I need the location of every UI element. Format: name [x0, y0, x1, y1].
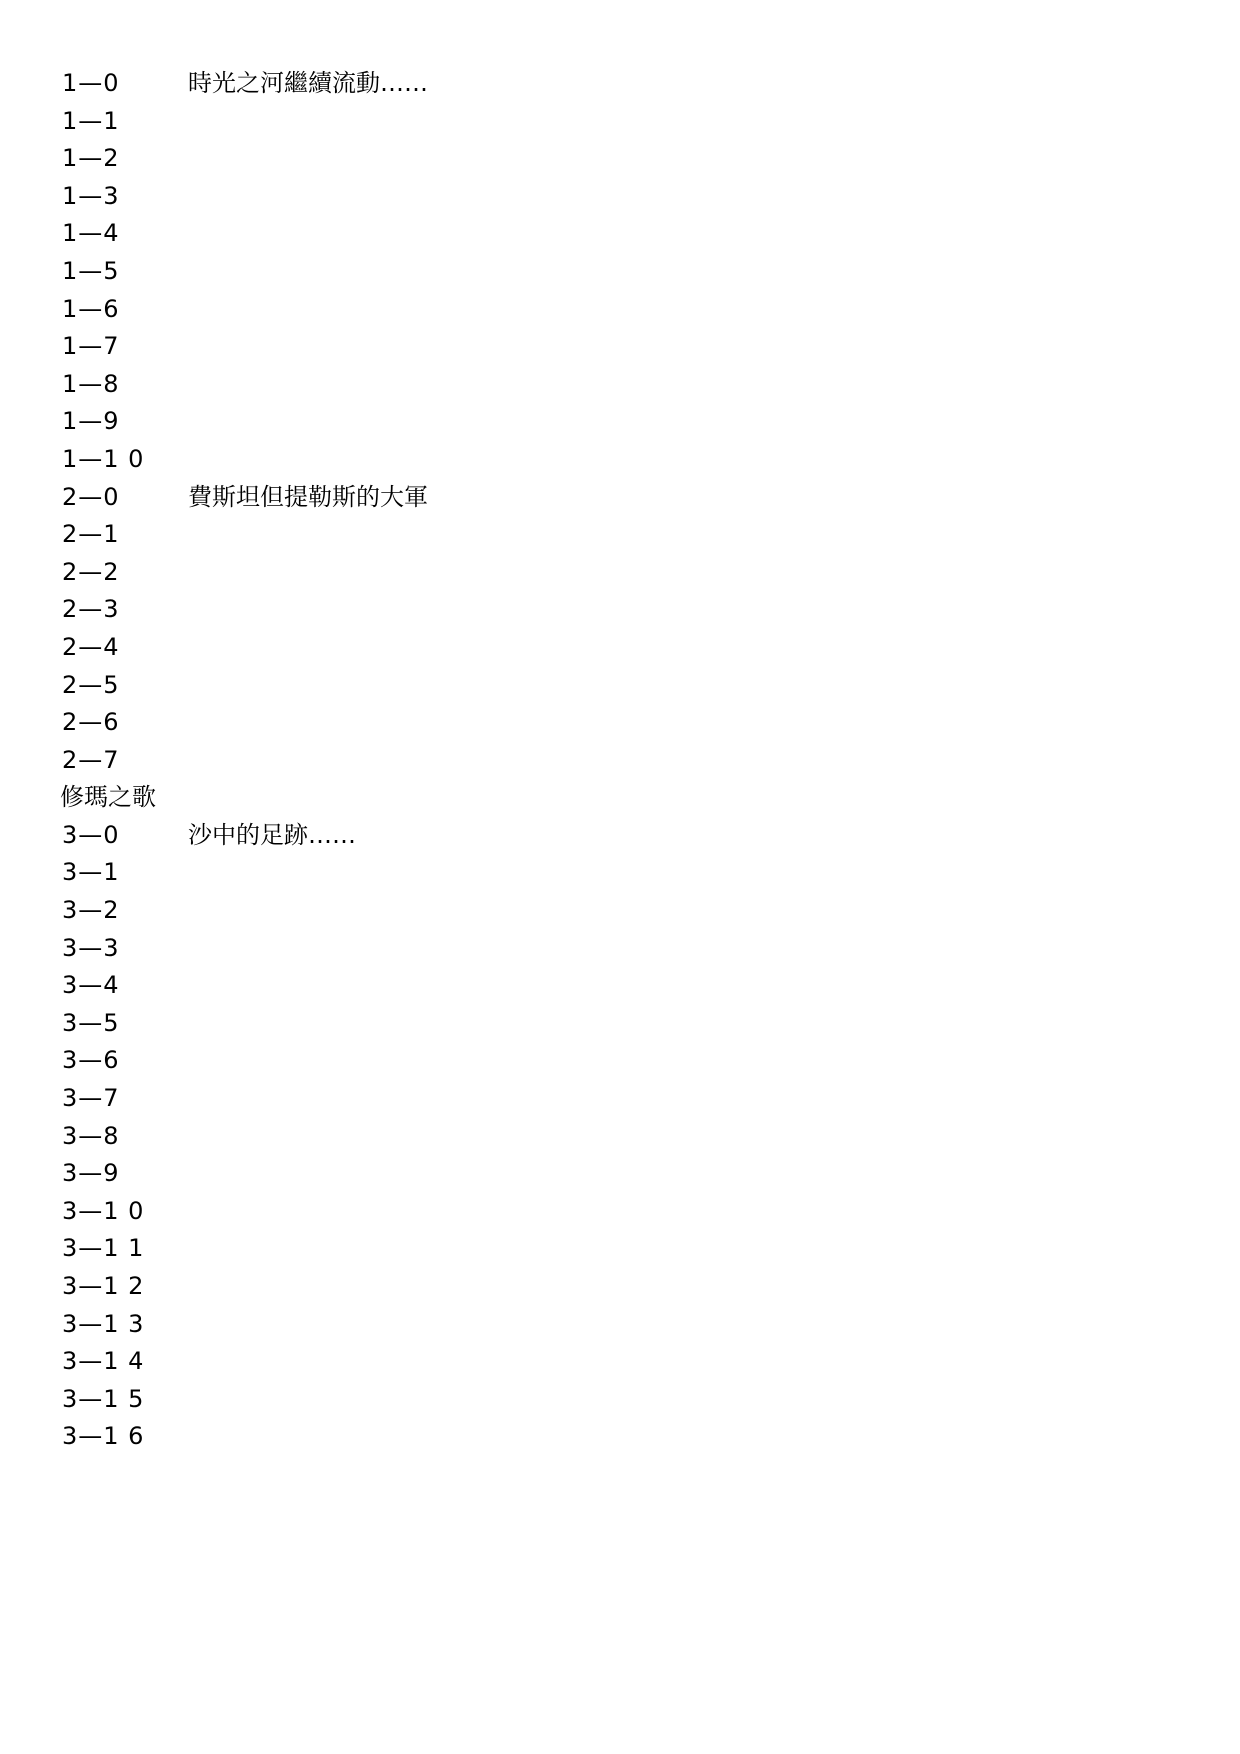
toc-entry — [62, 1042, 428, 1080]
chapter-number: 3—9 — [62, 1159, 120, 1188]
chapter-number: 1—1 0 — [62, 444, 145, 473]
toc-entry — [62, 667, 428, 705]
toc-entry — [62, 291, 428, 329]
toc-entry — [62, 967, 428, 1005]
toc-entry — [62, 1155, 428, 1193]
chapter-number: 2—0 — [62, 482, 120, 511]
toc-entry — [62, 479, 428, 517]
toc-entry — [62, 253, 428, 291]
chapter-number: 3—1 4 — [62, 1347, 145, 1376]
chapter-number: 3—1 — [62, 858, 120, 887]
chapter-number: 1—7 — [62, 332, 120, 361]
chapter-number: 3—6 — [62, 1046, 120, 1075]
toc-entry — [62, 930, 428, 968]
chapter-title: 費斯坦但提勒斯的大軍 — [188, 482, 428, 511]
toc-entry — [62, 629, 428, 667]
chapter-number: 2—4 — [62, 632, 120, 661]
toc-entry — [62, 554, 428, 592]
chapter-number: 3—5 — [62, 1008, 120, 1037]
toc-entry — [62, 591, 428, 629]
chapter-number: 2—5 — [62, 670, 120, 699]
chapter-number: 1—0 — [62, 69, 120, 97]
toc-entry — [62, 366, 428, 404]
chapter-number: 2—2 — [62, 557, 120, 586]
table-of-contents — [62, 65, 428, 1456]
toc-entry — [62, 742, 428, 780]
chapter-number: 3—1 6 — [62, 1422, 145, 1451]
toc-entry — [62, 1118, 428, 1156]
toc-entry — [62, 1193, 428, 1231]
toc-entry — [62, 140, 428, 178]
chapter-number: 2—1 — [62, 520, 120, 549]
chapter-number: 1—9 — [62, 407, 120, 436]
chapter-number: 2—3 — [62, 595, 120, 624]
toc-entry — [62, 103, 428, 141]
chapter-number: 1—6 — [62, 294, 120, 323]
chapter-number: 3—2 — [62, 896, 120, 925]
toc-entry — [62, 1418, 428, 1456]
toc-entry — [62, 328, 428, 366]
chapter-number: 2—6 — [62, 708, 120, 737]
toc-entry — [62, 1381, 428, 1419]
toc-entry — [62, 1005, 428, 1043]
chapter-number: 2—7 — [62, 745, 120, 774]
toc-entry — [62, 1343, 428, 1381]
chapter-number: 1—2 — [62, 144, 120, 173]
toc-entry — [62, 65, 428, 103]
toc-entry — [62, 215, 428, 253]
chapter-number: 1—5 — [62, 256, 120, 285]
toc-entry — [62, 1080, 428, 1118]
toc-entry — [62, 1306, 428, 1344]
chapter-number: 1—4 — [62, 219, 120, 248]
section-heading-text: 修瑪之歌 — [60, 783, 156, 812]
chapter-number: 3—3 — [62, 933, 120, 962]
chapter-number: 3—1 1 — [62, 1234, 145, 1263]
toc-entry — [62, 1268, 428, 1306]
toc-section-heading — [62, 779, 428, 817]
toc-entry — [62, 704, 428, 742]
chapter-number: 3—1 5 — [62, 1384, 145, 1413]
chapter-number: 1—3 — [62, 181, 120, 210]
chapter-number: 3—4 — [62, 971, 120, 1000]
chapter-title: 時光之河繼續流動…… — [188, 69, 428, 97]
chapter-number: 3—8 — [62, 1121, 120, 1150]
toc-entry — [62, 178, 428, 216]
toc-entry — [62, 817, 428, 855]
chapter-number: 3—7 — [62, 1084, 120, 1113]
chapter-number: 1—8 — [62, 369, 120, 398]
chapter-title: 沙中的足跡…… — [188, 820, 356, 849]
chapter-number: 1—1 — [62, 106, 120, 135]
chapter-number: 3—1 3 — [62, 1309, 145, 1338]
toc-entry — [62, 516, 428, 554]
toc-entry — [62, 403, 428, 441]
toc-entry — [62, 1230, 428, 1268]
toc-entry — [62, 854, 428, 892]
chapter-number: 3—1 2 — [62, 1272, 145, 1300]
chapter-number: 3—1 0 — [62, 1196, 145, 1225]
toc-entry — [62, 441, 428, 479]
toc-entry — [62, 892, 428, 930]
chapter-number: 3—0 — [62, 820, 120, 849]
